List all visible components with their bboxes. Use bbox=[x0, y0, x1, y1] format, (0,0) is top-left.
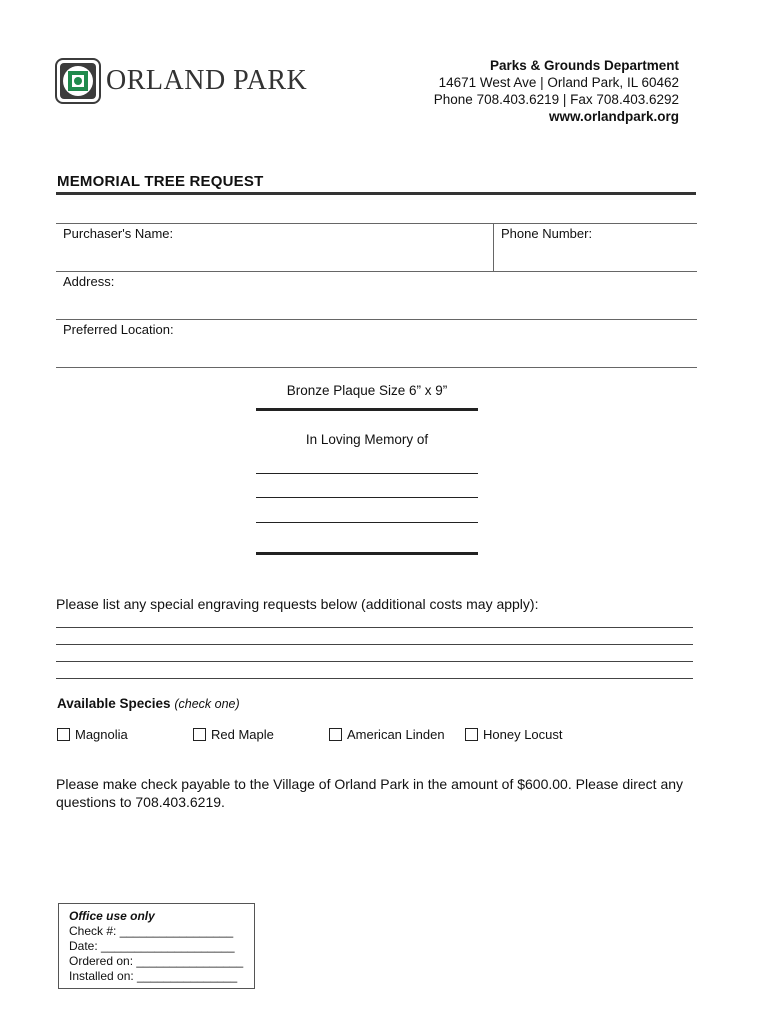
checkbox-icon[interactable] bbox=[465, 728, 478, 741]
title-divider bbox=[56, 192, 696, 195]
purchaser-fields bbox=[56, 223, 697, 368]
field-divider bbox=[493, 224, 494, 271]
species-option-label: Magnolia bbox=[75, 727, 128, 742]
address-field[interactable]: Address: bbox=[63, 274, 115, 289]
purchaser-row bbox=[56, 223, 697, 271]
purchaser-name-field[interactable]: Purchaser's Name: bbox=[63, 226, 174, 241]
preferred-location-field[interactable]: Preferred Location: bbox=[63, 322, 174, 337]
preferred-location-row bbox=[56, 319, 697, 368]
species-option-american-linden[interactable] bbox=[329, 727, 445, 742]
plaque-size-label: Bronze Plaque Size 6” x 9” bbox=[286, 383, 448, 398]
plaque-line-1[interactable] bbox=[256, 473, 478, 474]
office-use-heading: Office use only bbox=[69, 909, 155, 923]
engraving-line-1[interactable] bbox=[56, 627, 693, 628]
office-date: Date: ____________________ bbox=[69, 939, 235, 953]
plaque-line-3[interactable] bbox=[256, 522, 478, 523]
department-info bbox=[434, 57, 679, 125]
department-phone-fax: Phone 708.403.6219 | Fax 708.403.6292 bbox=[433, 92, 679, 107]
plaque-line-2[interactable] bbox=[256, 497, 478, 498]
engraving-line-4[interactable] bbox=[56, 678, 693, 679]
office-check-number: Check #: _________________ bbox=[69, 924, 234, 938]
plaque-inscription: In Loving Memory of bbox=[305, 432, 429, 447]
engraving-prompt: Please list any special engraving requests below (additional costs may apply): bbox=[56, 596, 539, 612]
office-use-box bbox=[58, 903, 255, 989]
species-heading bbox=[57, 696, 240, 711]
species-option-label: Red Maple bbox=[211, 727, 274, 742]
species-hint: (check one) bbox=[174, 697, 240, 711]
species-option-label: American Linden bbox=[347, 727, 445, 742]
plaque-bottom-border bbox=[256, 552, 478, 555]
department-name: Parks & Grounds Department bbox=[489, 58, 679, 73]
species-heading-label: Available Species bbox=[57, 696, 171, 711]
office-installed-on: Installed on: _______________ bbox=[69, 969, 238, 983]
species-option-magnolia[interactable] bbox=[57, 727, 128, 742]
office-ordered-on: Ordered on: ________________ bbox=[69, 954, 244, 968]
plaque-top-border bbox=[256, 408, 478, 411]
payment-instructions: Please make check payable to the Village of Orland Park in the amount of $600.00. Please direct any questions to 708.403.6219. bbox=[56, 776, 684, 810]
department-address: 14671 West Ave | Orland Park, IL 60462 bbox=[438, 75, 679, 90]
phone-number-field[interactable]: Phone Number: bbox=[501, 226, 593, 241]
logo-text: ORLAND PARK bbox=[106, 65, 308, 96]
orland-park-seal-icon bbox=[55, 58, 101, 104]
orland-park-logo bbox=[55, 58, 308, 104]
engraving-line-2[interactable] bbox=[56, 644, 693, 645]
species-option-honey-locust[interactable] bbox=[465, 727, 563, 742]
address-row bbox=[56, 271, 697, 319]
checkbox-icon[interactable] bbox=[329, 728, 342, 741]
department-website[interactable]: www.orlandpark.org bbox=[548, 109, 679, 124]
checkbox-icon[interactable] bbox=[193, 728, 206, 741]
form-title: MEMORIAL TREE REQUEST bbox=[57, 173, 264, 190]
checkbox-icon[interactable] bbox=[57, 728, 70, 741]
engraving-line-3[interactable] bbox=[56, 661, 693, 662]
species-option-red-maple[interactable] bbox=[193, 727, 274, 742]
species-option-label: Honey Locust bbox=[483, 727, 563, 742]
